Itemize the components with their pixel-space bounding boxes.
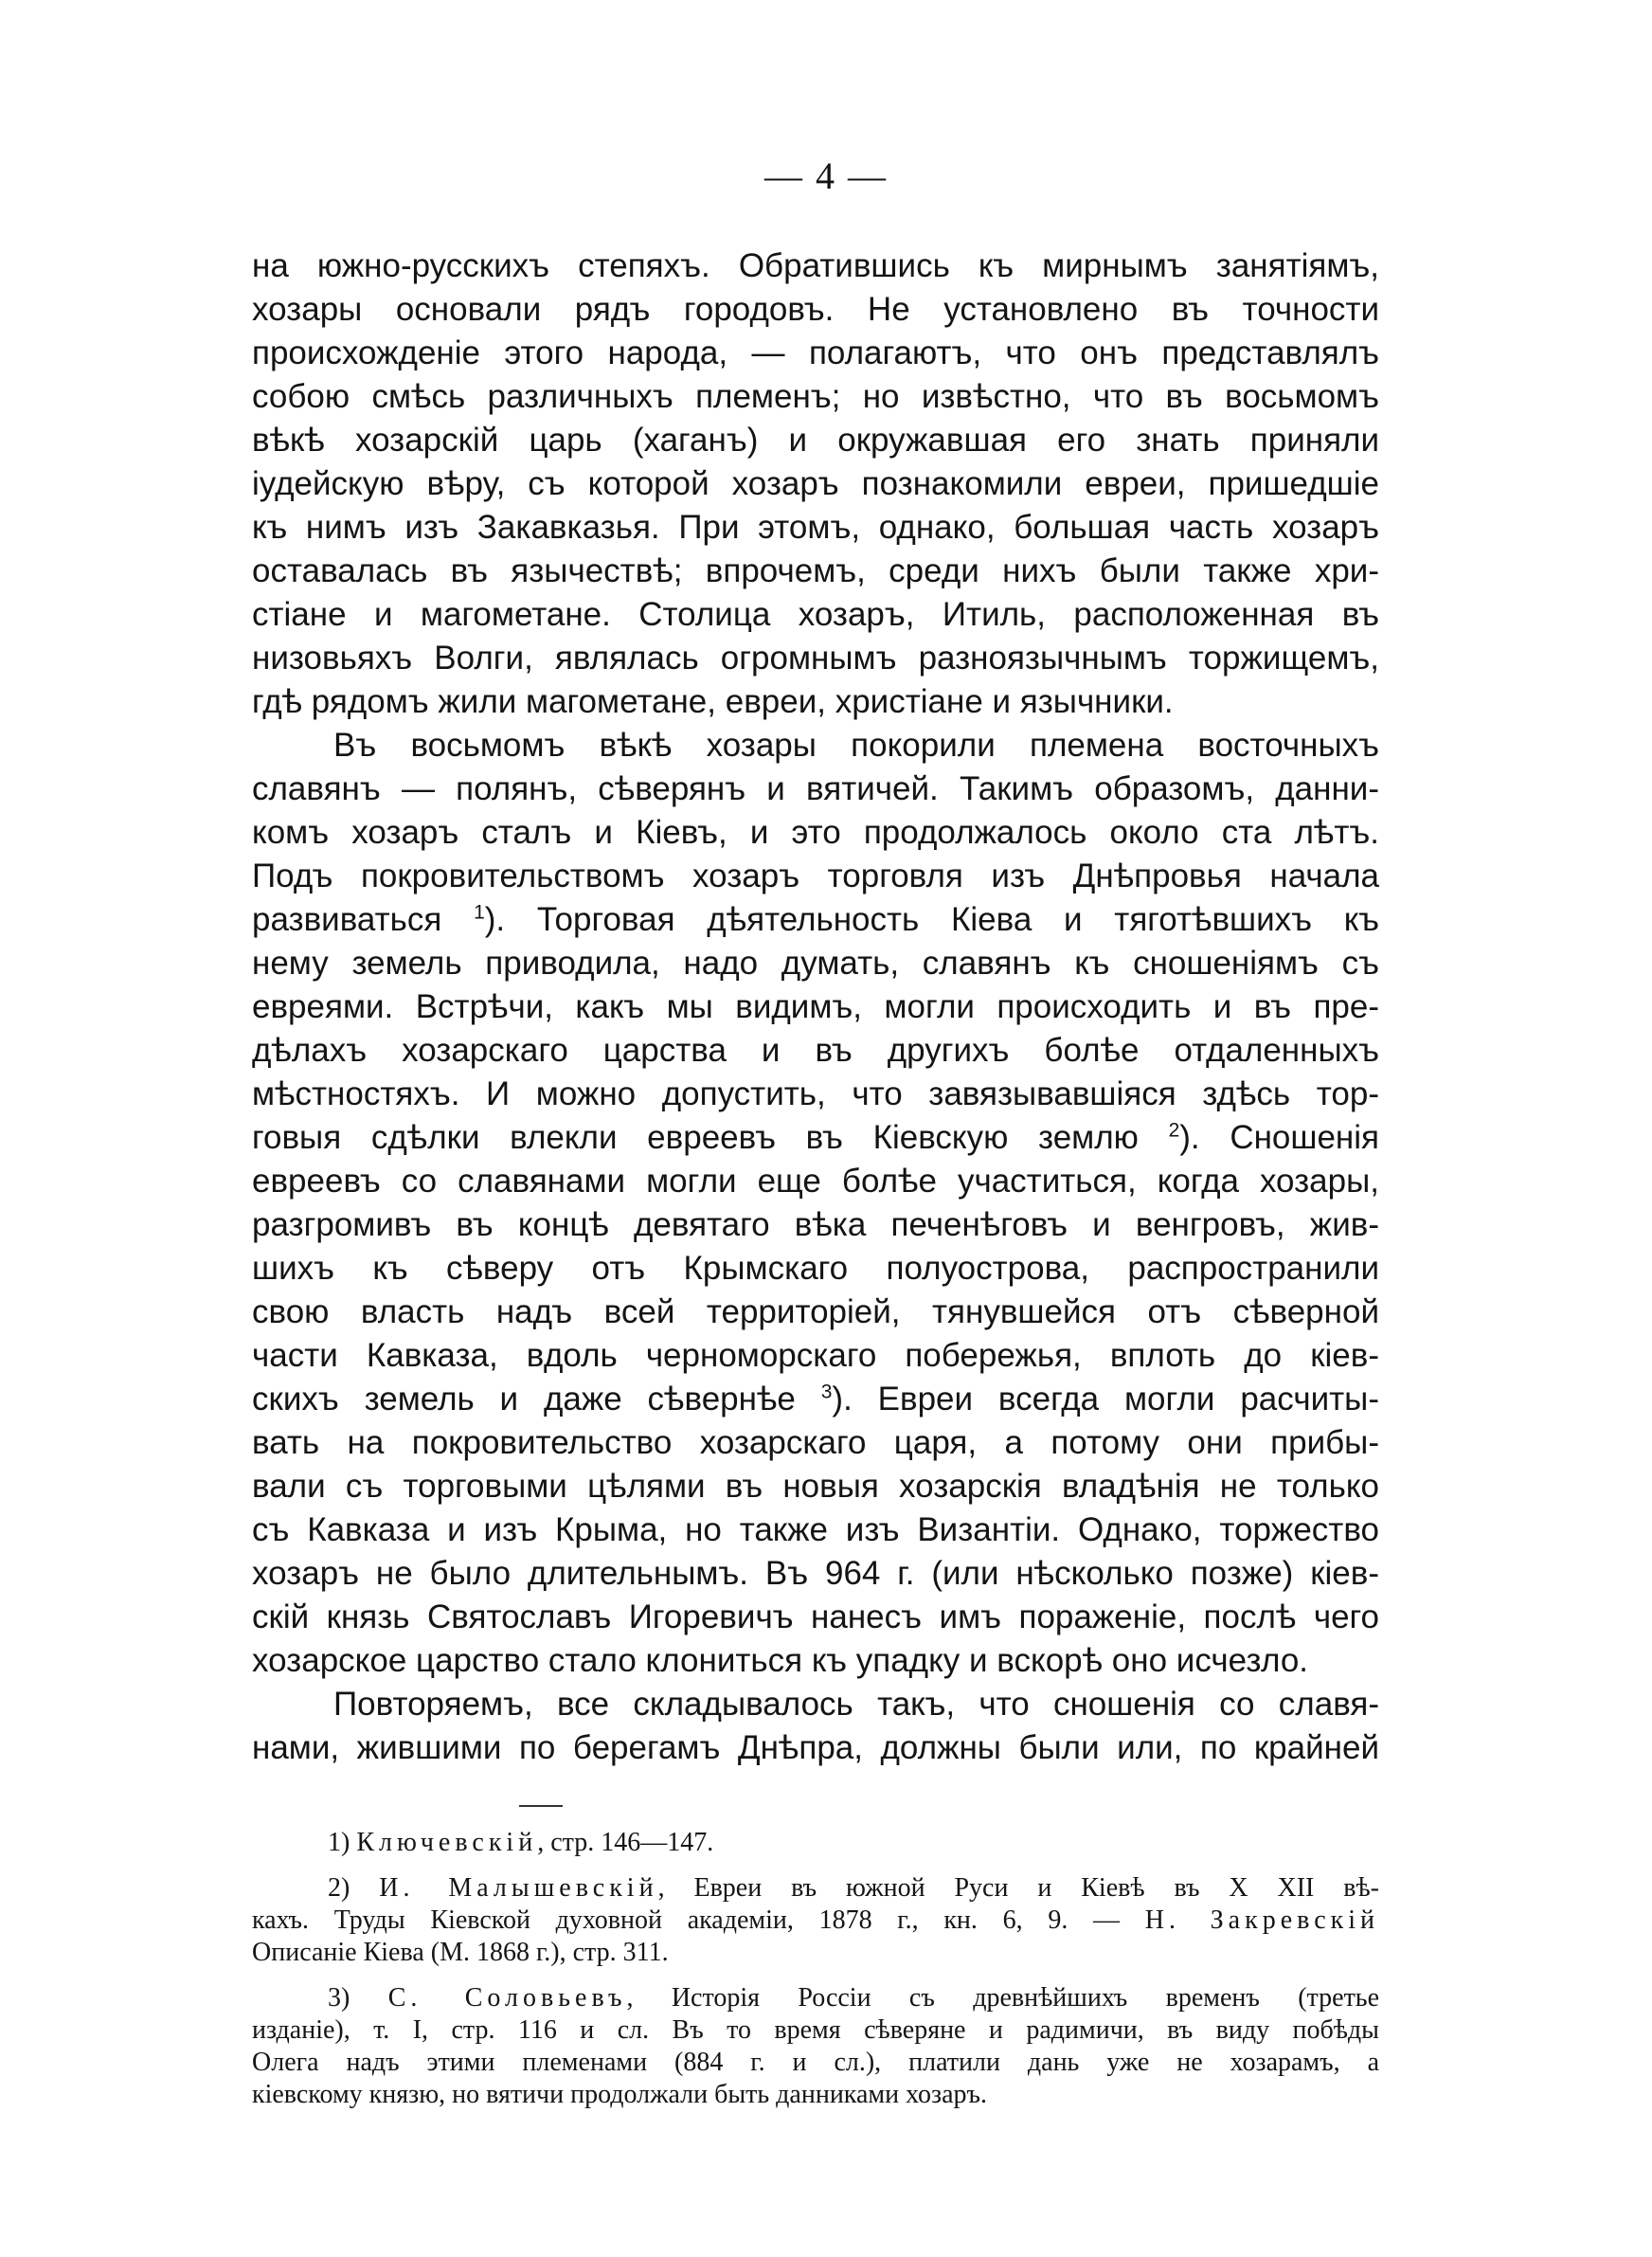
- footnote-mark: 2): [328, 1873, 350, 1903]
- text-line: мѣстностяхъ. И можно допустить, что завязывавшіяся здѣсь тор-: [252, 1075, 1379, 1112]
- text-line: скій князь Святославъ Игоревичъ нанесъ имъ пораженіе, послѣ чего: [252, 1598, 1379, 1635]
- footnote-ref-1[interactable]: 1: [474, 901, 485, 924]
- footnote-line: Олега надъ этими племенами (884 г. и сл.), платили дань уже не хозарамъ, а: [252, 2048, 1379, 2077]
- text-line: вѣкѣ хозарскій царь (хаганъ) и окружавшая его знать приняли: [252, 422, 1379, 459]
- footnote-line: [252, 1905, 1379, 1937]
- footnote-author: Ключевскій: [356, 1828, 538, 1857]
- text-fragment: , Исторія Россіи съ древнѣйшихъ временъ (третье: [626, 1983, 1379, 2013]
- text-line: Въ восьмомъ вѣкѣ хозары покорили племена восточныхъ: [333, 727, 1379, 764]
- text-line: низовьяхъ Волги, являлась огромнымъ разноязычнымъ торжищемъ,: [252, 640, 1379, 677]
- footnote-author: Н. Закревскій: [1144, 1905, 1379, 1935]
- text-line: хозаръ не было длительнымъ. Въ 964 г. (или нѣсколько позже) кіев-: [252, 1555, 1379, 1592]
- text-line: собою смѣсь различныхъ племенъ; но извѣстно, что въ восьмомъ: [252, 378, 1379, 415]
- text-line: хозары основали рядъ городовъ. Не установлено въ точности: [252, 291, 1379, 328]
- text-line: евреевъ со славянами могли еще болѣе участиться, когда хозары,: [252, 1163, 1379, 1200]
- footnote-3: [252, 1982, 1379, 2111]
- text-line: на южно-русскихъ степяхъ. Обратившись къ мирнымъ занятіямъ,: [252, 247, 1379, 284]
- text-line: стіане и магометане. Столица хозаръ, Итиль, расположенная въ: [252, 596, 1379, 633]
- text-fragment: говыя сдѣлки влекли евреевъ въ Кіевскую землю: [252, 1119, 1139, 1156]
- footnote-1: [252, 1827, 1379, 1859]
- text-line: Повторяемъ, все складывалось такъ, что сношенія со славя-: [333, 1686, 1379, 1723]
- text-line: [252, 1378, 1379, 1421]
- footnote-line: [252, 1872, 1379, 1905]
- text-line: происхожденіе этого народа, — полагаютъ, что онъ представлялъ: [252, 334, 1379, 371]
- paragraph-2: [252, 724, 1379, 1683]
- text-line: евреями. Встрѣчи, какъ мы видимъ, могли происходить и въ пре-: [252, 988, 1379, 1025]
- footnote-line: [252, 1982, 1379, 2014]
- paragraph-1: [252, 244, 1379, 724]
- text-line: вали съ торговыми цѣлями въ новыя хозарскія владѣнія не только: [252, 1468, 1379, 1505]
- text-fragment: , стр. 146—147.: [537, 1828, 714, 1857]
- footnote-line: кіевскому князю, но вятичи продолжали быть данниками хозаръ.: [252, 2080, 988, 2109]
- text-fragment: ). Сношенія: [1179, 1119, 1379, 1156]
- text-line: [252, 898, 1379, 942]
- text-line: вать на покровительство хозарскаго царя, а потому они прибы-: [252, 1424, 1379, 1461]
- footnote-ref-2[interactable]: 2: [1168, 1119, 1180, 1142]
- text-fragment: , Евреи въ южной Руси и Кіевѣ въ X XII вѣ-: [657, 1873, 1380, 1903]
- text-line: нему земель приводила, надо думать, славянъ къ сношеніямъ съ: [252, 945, 1379, 982]
- page-number: — 4 —: [764, 154, 888, 197]
- text-line: Подъ покровительствомъ хозаръ торговля изъ Днѣпровья начала: [252, 858, 1379, 894]
- text-line: дѣлахъ хозарскаго царства и въ другихъ болѣе отдаленныхъ: [252, 1032, 1379, 1069]
- text-line: іудейскую вѣру, съ которой хозаръ познакомили евреи, пришедшіе: [252, 465, 1379, 502]
- footnote-mark: 1): [328, 1828, 350, 1857]
- text-fragment: развиваться: [252, 901, 442, 938]
- footnote-line: [252, 1827, 1379, 1859]
- text-line: шихъ къ сѣверу отъ Крымскаго полуострова, распространили: [252, 1250, 1379, 1287]
- footnote-line: изданіе), т. I, стр. 116 и сл. Въ то время сѣверяне и радимичи, въ виду побѣды: [252, 2015, 1379, 2045]
- footnote-mark: 3): [328, 1983, 350, 2013]
- footnotes: [252, 1827, 1379, 2124]
- footnote-line: Описаніе Кіева (М. 1868 г.), стр. 311.: [252, 1938, 669, 1967]
- text-line: оставалась въ язычествѣ; впрочемъ, среди нихъ были также хри-: [252, 552, 1379, 589]
- footnote-author: С. Соловьевъ: [387, 1983, 627, 2013]
- footnote-2: [252, 1872, 1379, 1969]
- text-line: [252, 1116, 1379, 1160]
- text-line: нами, жившими по берегамъ Днѣпра, должны были или, по крайней: [252, 1729, 1379, 1766]
- text-line: части Кавказа, вдоль черноморскаго побережья, вплоть до кіев-: [252, 1337, 1379, 1374]
- text-line: хозарское царство стало клониться къ упадку и вскорѣ оно исчезло.: [252, 1642, 1309, 1679]
- footnote-author: И. Малышевскій: [379, 1873, 658, 1903]
- text-line: гдѣ рядомъ жили магометане, евреи, христiане и язычники.: [252, 683, 1174, 720]
- text-fragment: кахъ. Труды Кіевской духовной академіи, 1878 г., кн. 6, 9. —: [252, 1905, 1145, 1935]
- text-line: комъ хозаръ сталъ и Кіевъ, и это продолжалось около ста лѣтъ.: [252, 814, 1379, 851]
- text-line: свою власть надъ всей территоріей, тянувшейся отъ сѣверной: [252, 1293, 1379, 1330]
- text-line: съ Кавказа и изъ Крыма, но также изъ Византіи. Однако, торжество: [252, 1511, 1379, 1548]
- paragraph-3: [252, 1683, 1379, 1770]
- text-line: къ нимъ изъ Закавказья. При этомъ, однако, большая часть хозаръ: [252, 509, 1379, 546]
- text-fragment: ). Торговая дѣятельность Кіева и тяготѣвшихъ къ: [484, 901, 1379, 938]
- text-fragment: скихъ земель и даже сѣвернѣе: [252, 1381, 796, 1417]
- text-fragment: ). Евреи всегда могли расчиты-: [832, 1381, 1379, 1417]
- text-line: разгромивъ въ концѣ девятаго вѣка печенѣговъ и венгровъ, жив-: [252, 1206, 1379, 1243]
- body-text: [252, 244, 1379, 1770]
- footnote-separator: [519, 1805, 563, 1807]
- footnote-ref-3[interactable]: 3: [820, 1381, 833, 1403]
- text-line: славянъ — полянъ, сѣверянъ и вятичей. Такимъ образомъ, данни-: [252, 770, 1379, 807]
